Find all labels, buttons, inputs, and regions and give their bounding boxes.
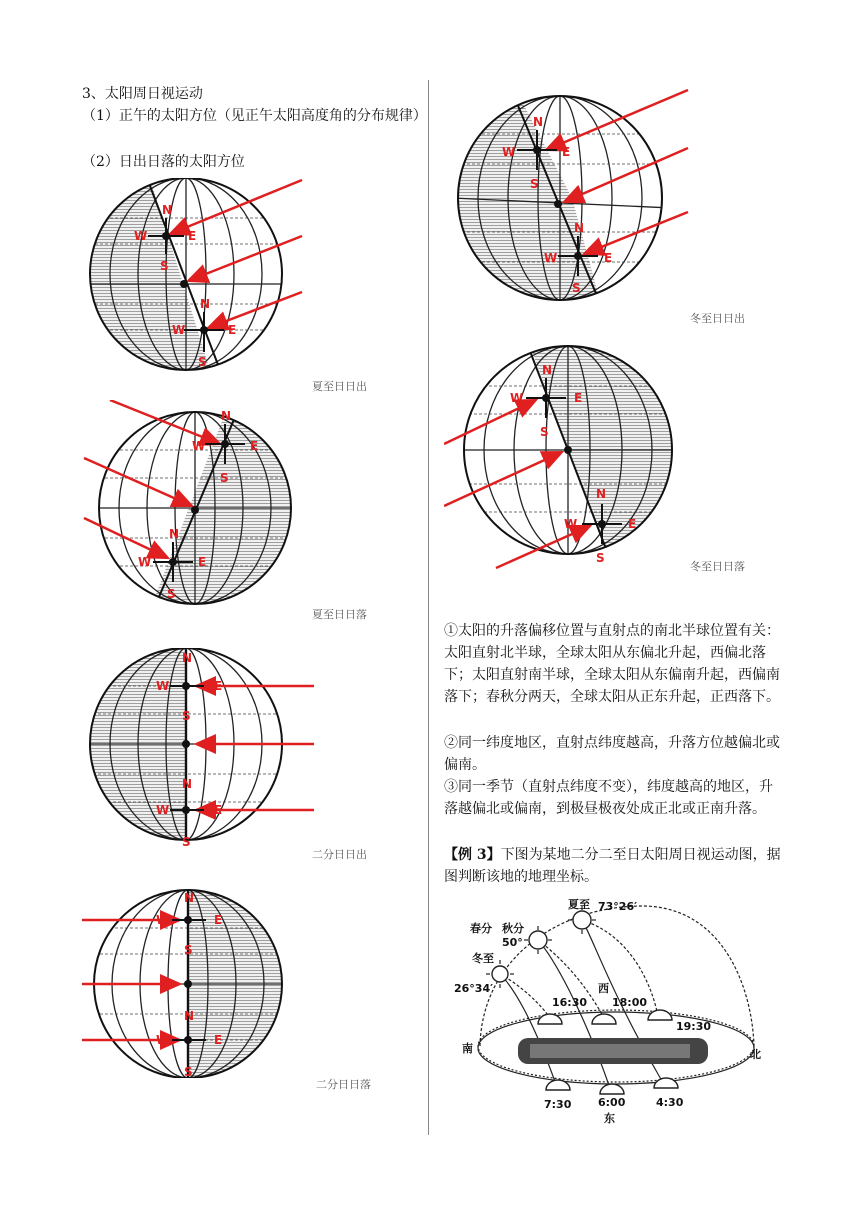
paragraph-3: ③同一季节（直射点纬度不变），纬度越高的地区，升落越偏北或偏南，到极昼极夜处成正北或正南升落。	[444, 779, 773, 817]
label-compass-w: W	[156, 913, 170, 927]
item-rise-set: （2）日出日落的太阳方位	[82, 154, 245, 170]
caption-winter-sunset: 冬至日日落	[690, 560, 745, 573]
label-compass-w: W	[138, 555, 152, 569]
label-compass-e: E	[214, 913, 223, 927]
label-compass-n: N	[533, 115, 544, 129]
time-0600: 6:00	[598, 1096, 626, 1109]
label-compass-s: S	[540, 425, 549, 439]
label-north: 北	[750, 1048, 761, 1061]
label-compass-n: N	[182, 777, 193, 791]
label-compass-s: S	[184, 943, 193, 957]
label-equinox-angle: 50°	[502, 936, 523, 949]
label-compass-w: W	[172, 323, 186, 337]
compass-n: N	[162, 203, 173, 217]
section-heading: 3、太阳周日视运动	[82, 86, 203, 102]
example-label: 【例 3】	[444, 847, 501, 863]
label-compass-e: E	[214, 679, 223, 693]
label-compass-s: S	[530, 177, 539, 191]
time-1930: 19:30	[676, 1020, 712, 1033]
label-compass-e: E	[628, 517, 637, 531]
label-compass-n: N	[574, 221, 585, 235]
label-compass-n: N	[221, 409, 232, 423]
label-compass-e: E	[250, 439, 259, 453]
label-compass-n: N	[542, 363, 553, 377]
label-compass-w: W	[564, 517, 578, 531]
label-compass-s: S	[184, 1065, 193, 1078]
label-compass-e: E	[214, 1033, 223, 1047]
label-compass-n: N	[184, 1009, 195, 1023]
label-compass-s: S	[220, 471, 229, 485]
label-compass-w: W	[156, 803, 170, 817]
sun-path-diagram	[452, 896, 782, 1128]
compass-w: W	[134, 229, 148, 243]
compass-s: S	[160, 259, 169, 273]
example-text: 下图为某地二分二至日太阳周日视运动图，据图判断该地的地理坐标。	[444, 847, 781, 885]
caption-winter-sunrise: 冬至日日出	[690, 312, 745, 325]
label-compass-w: W	[192, 439, 206, 453]
compass-e: E	[188, 229, 197, 243]
time-0730: 7:30	[544, 1098, 572, 1111]
label-compass-w: W	[156, 1033, 170, 1047]
label-compass-w: W	[510, 391, 524, 405]
label-compass-s: S	[182, 835, 191, 848]
label-compass-e: E	[604, 251, 613, 265]
label-south: 南	[462, 1042, 473, 1055]
example-3	[444, 844, 784, 888]
label-summer: 夏至	[568, 898, 590, 911]
caption-equinox-sunrise: 二分日日出	[312, 848, 367, 861]
label-compass-w: W	[544, 251, 558, 265]
label-compass-s: S	[167, 587, 176, 601]
label-compass-s: S	[182, 709, 191, 723]
label-compass-e: E	[574, 391, 583, 405]
label-compass-n: N	[200, 297, 211, 311]
item-noon-sun: （1）正午的太阳方位（见正午太阳高度角的分布规律）	[82, 108, 427, 124]
globe-summer-sunrise	[80, 178, 320, 378]
globe-equinox-sunset	[80, 888, 320, 1078]
label-compass-e: E	[214, 803, 223, 817]
label-winter-angle: 26°34′	[454, 982, 494, 995]
time-1630: 16:30	[552, 996, 588, 1009]
label-compass-s: S	[198, 355, 207, 369]
time-1800: 18:00	[612, 996, 648, 1009]
globe-winter-sunrise	[452, 86, 692, 308]
label-compass-s: S	[596, 551, 605, 565]
label-compass-n: N	[169, 527, 180, 541]
globe-winter-sunset	[444, 340, 684, 570]
caption-equinox-sunset: 二分日日落	[316, 1078, 371, 1091]
label-autumn: 秋分	[502, 922, 524, 935]
caption-summer-sunset: 夏至日日落	[312, 608, 367, 621]
label-compass-n: N	[182, 651, 193, 665]
time-0430: 4:30	[656, 1096, 684, 1109]
label-compass-e: E	[562, 145, 571, 159]
label-spring: 春分	[470, 922, 492, 935]
label-compass-e: E	[228, 323, 237, 337]
label-compass-n: N	[596, 487, 607, 501]
label-winter: 冬至	[472, 952, 494, 965]
label-compass-n: N	[184, 891, 195, 905]
caption-summer-sunrise: 夏至日日出	[312, 380, 367, 393]
paragraph-2: ②同一纬度地区，直射点纬度越高，升落方位越偏北或偏南。	[444, 735, 780, 773]
label-compass-s: S	[572, 281, 581, 295]
label-compass-w: W	[156, 679, 170, 693]
globe-equinox-sunrise	[88, 648, 328, 848]
paragraph-1: ①太阳的升落偏移位置与直射点的南北半球位置有关：太阳直射北半球，全球太阳从东偏北升起，西偏北落下；太阳直射南半球，全球太阳从东偏南升起，西偏南落下；春秋分两天，全球太阳从正东升起，正西落下。	[444, 623, 780, 705]
column-divider	[428, 80, 429, 1135]
label-compass-w: W	[502, 145, 516, 159]
globe-summer-sunset	[80, 400, 320, 605]
label-compass-e: E	[198, 555, 207, 569]
label-summer-angle: 73°26′	[598, 900, 638, 913]
label-west: 西	[598, 982, 609, 995]
label-east: 东	[604, 1112, 615, 1125]
